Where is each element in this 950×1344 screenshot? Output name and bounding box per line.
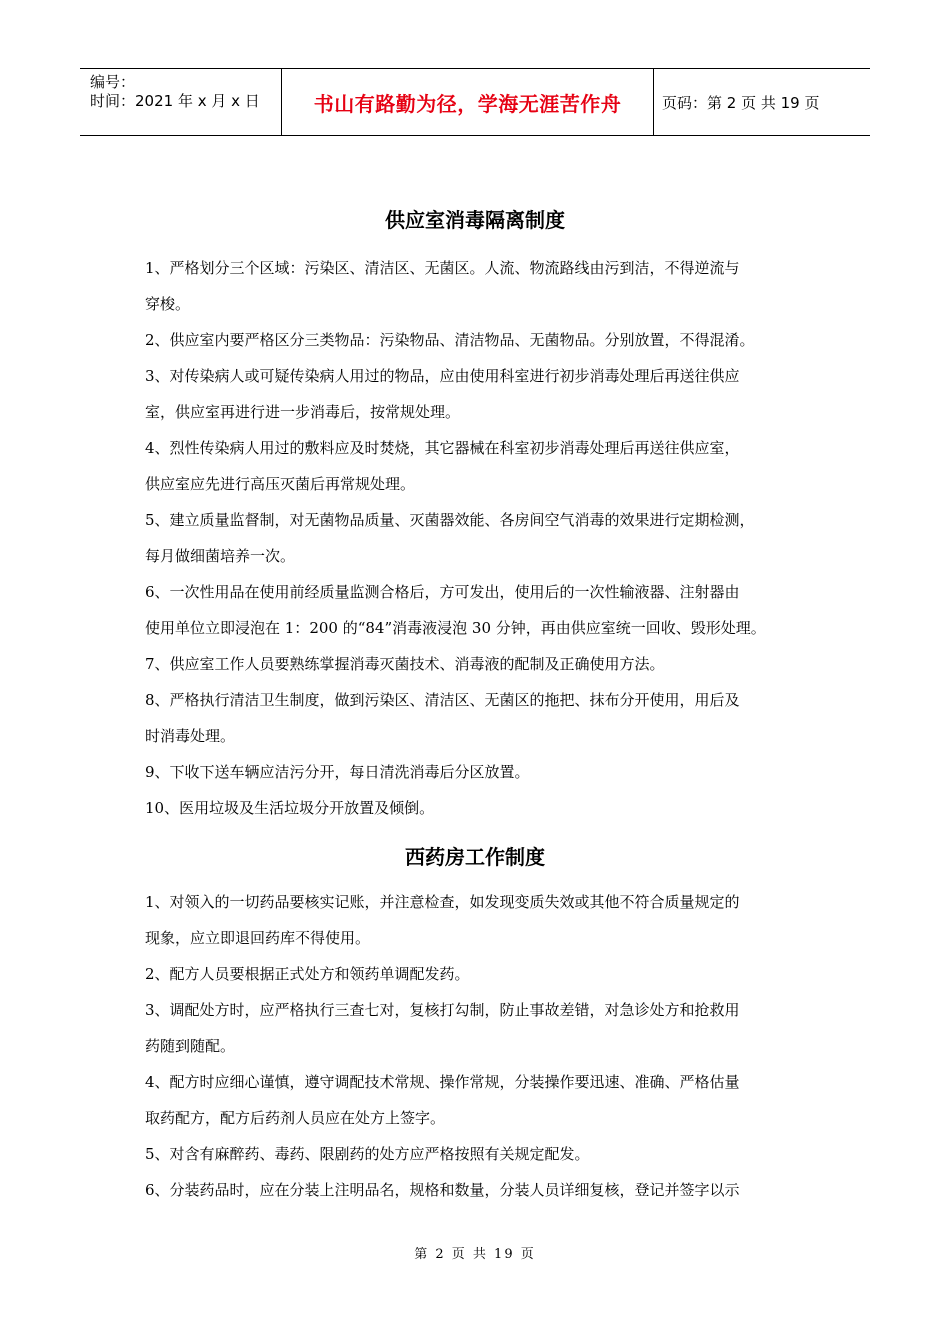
page-info-text: 页码：第 2 页 共 19 页 (662, 93, 820, 112)
paragraph-line: 取药配方，配方后药剂人员应在处方上签字。 (145, 1109, 446, 1127)
paragraph-line: 4、烈性传染病人用过的敷料应及时焚烧，其它器械在科室初步消毒处理后再送往供应室， (145, 439, 740, 457)
motto-cell (282, 69, 654, 135)
paragraph-line: 1、对领入的一切药品要核实记账，并注意检查，如发现变质失效或其他不符合质量规定的 (145, 893, 740, 911)
paragraph-line: 室，供应室再进行进一步消毒后，按常规处理。 (145, 403, 461, 421)
paragraph-line: 穿梭。 (145, 295, 191, 313)
paragraph-line: 3、调配处方时，应严格执行三查七对，复核打勾制，防止事故差错，对急诊处方和抢救用 (145, 1001, 740, 1019)
paragraph-line: 1、严格划分三个区域：污染区、清洁区、无菌区。人流、物流路线由污到洁，不得逆流与 (145, 259, 740, 277)
motto-text: 书山有路勤为径，学海无涯苦作舟 (313, 91, 622, 116)
paragraph-line: 5、建立质量监督制，对无菌物品质量、灭菌器效能、各房间空气消毒的效果进行定期检测， (145, 511, 755, 529)
page-footer: 第 2 页 共 19 页 (414, 1247, 536, 1262)
header-info-cell (80, 69, 282, 135)
paragraph-line: 现象，应立即退回药库不得使用。 (145, 929, 371, 947)
paragraph-line: 时消毒处理。 (145, 727, 236, 745)
paragraph-line: 2、配方人员要根据正式处方和领药单调配发药。 (145, 965, 470, 983)
time-label: 时间：2021 年 x 月 x 日 (90, 92, 260, 110)
paragraph-line: 药随到随配。 (145, 1037, 236, 1055)
number-label: 编号： (90, 73, 136, 91)
paragraph-line: 每月做细菌培养一次。 (145, 547, 296, 565)
paragraph-line: 8、严格执行清洁卫生制度，做到污染区、清洁区、无菌区的拖把、抹布分开使用，用后及 (145, 691, 740, 709)
paragraph-line: 4、配方时应细心谨慎，遵守调配技术常规、操作常规，分装操作要迅速、准确、严格估量 (145, 1073, 740, 1091)
paragraph-line: 9、下收下送车辆应洁污分开，每日清洗消毒后分区放置。 (145, 763, 530, 781)
paragraph-line: 3、对传染病人或可疑传染病人用过的物品，应由使用科室进行初步消毒处理后再送往供应 (145, 367, 740, 385)
section2-body (145, 884, 825, 1208)
section1-title: 供应室消毒隔离制度 (385, 208, 565, 232)
paragraph-line: 7、供应室工作人员要熟练掌握消毒灭菌技术、消毒液的配制及正确使用方法。 (145, 655, 665, 673)
paragraph-line: 使用单位立即浸泡在 1：200 的“84”消毒液浸泡 30 分钟，再由供应室统一回收、毁形处理。 (145, 619, 766, 637)
paragraph-line: 2、供应室内要严格区分三类物品：污染物品、清洁物品、无菌物品。分别放置，不得混淆。 (145, 331, 755, 349)
paragraph-line: 6、一次性用品在使用前经质量监测合格后，方可发出，使用后的一次性输液器、注射器由 (145, 583, 740, 601)
section1-body (145, 250, 825, 826)
paragraph-line: 6、分装药品时，应在分装上注明品名，规格和数量，分装人员详细复核，登记并签字以示 (145, 1181, 740, 1199)
paragraph-line: 5、对含有麻醉药、毒药、限剧药的处方应严格按照有关规定配发。 (145, 1145, 590, 1163)
paragraph-line: 10、医用垃圾及生活垃圾分开放置及倾倒。 (145, 799, 435, 817)
section2-title: 西药房工作制度 (405, 845, 545, 869)
header-table (80, 68, 870, 136)
paragraph-line: 供应室应先进行高压灭菌后再常规处理。 (145, 475, 416, 493)
page-info-cell (654, 69, 870, 135)
